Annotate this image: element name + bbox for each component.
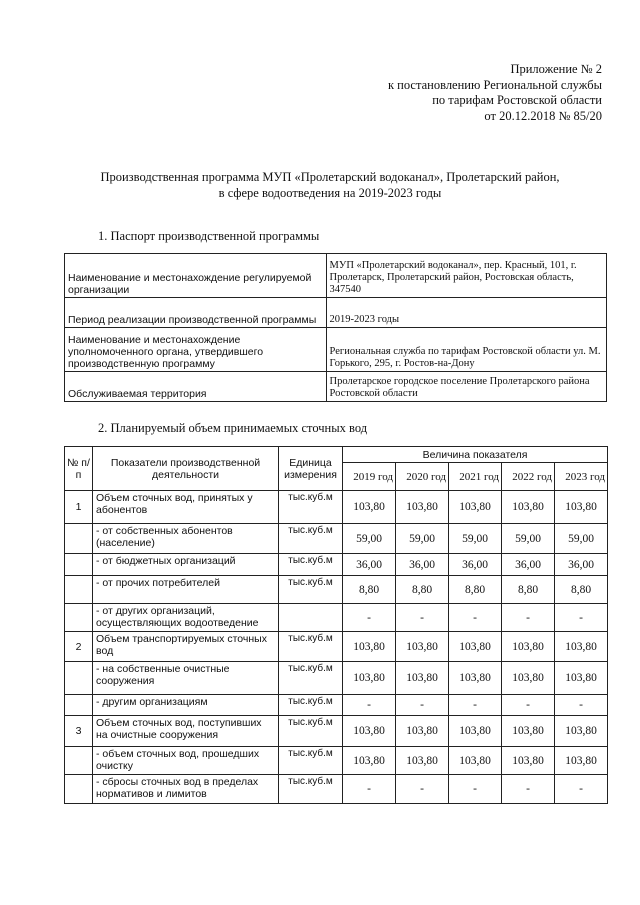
row-unit: тыс.куб.м xyxy=(279,491,343,524)
row-value: 103,80 xyxy=(502,632,555,662)
appendix-block xyxy=(388,62,602,124)
row-unit: тыс.куб.м xyxy=(279,775,343,804)
row-value: 103,80 xyxy=(555,632,608,662)
row-value: 103,80 xyxy=(449,662,502,695)
row-value: - xyxy=(343,695,396,716)
appendix-line-1: Приложение № 2 xyxy=(510,62,602,76)
header-indicator: Показатели производственной деятельности xyxy=(93,447,279,491)
row-value: - xyxy=(449,604,502,632)
row-value: 59,00 xyxy=(555,524,608,554)
table-row xyxy=(65,716,608,747)
row-value: 103,80 xyxy=(555,491,608,524)
row-value: - xyxy=(555,604,608,632)
row-value: 59,00 xyxy=(396,524,449,554)
row-value: 103,80 xyxy=(343,491,396,524)
appendix-line-3: по тарифам Ростовской области xyxy=(432,93,602,107)
row-value: 103,80 xyxy=(343,747,396,775)
row-value: 8,80 xyxy=(555,576,608,604)
row-indicator: - от собственных абонентов (население) xyxy=(93,524,279,554)
row-value: 59,00 xyxy=(449,524,502,554)
section-2-heading: 2. Планируемый объем принимаемых сточных вод xyxy=(98,421,368,435)
row-value: 103,80 xyxy=(555,747,608,775)
passport-value: Пролетарское городское поселение Пролетарского района Ростовской области xyxy=(326,372,606,402)
row-value: 8,80 xyxy=(502,576,555,604)
row-unit: тыс.куб.м xyxy=(279,632,343,662)
header-year: 2022 год xyxy=(502,463,555,491)
row-value: 103,80 xyxy=(555,716,608,747)
table-row xyxy=(65,524,608,554)
row-value: 36,00 xyxy=(449,554,502,576)
row-indicator: - от прочих потребителей xyxy=(93,576,279,604)
row-number xyxy=(65,554,93,576)
row-value: 36,00 xyxy=(555,554,608,576)
row-value: - xyxy=(396,604,449,632)
row-value: 103,80 xyxy=(449,716,502,747)
row-value: 103,80 xyxy=(343,662,396,695)
row-value: 8,80 xyxy=(449,576,502,604)
table-row xyxy=(65,632,608,662)
row-value: - xyxy=(502,695,555,716)
row-unit: тыс.куб.м xyxy=(279,695,343,716)
row-number: 3 xyxy=(65,716,93,747)
row-value: 36,00 xyxy=(502,554,555,576)
row-value: 103,80 xyxy=(502,491,555,524)
row-indicator: - объем сточных вод, прошедших очистку xyxy=(93,747,279,775)
row-number xyxy=(65,747,93,775)
row-indicator: Объем сточных вод, поступивших на очистные сооружения xyxy=(93,716,279,747)
row-value: 103,80 xyxy=(449,491,502,524)
row-unit: тыс.куб.м xyxy=(279,554,343,576)
row-unit: тыс.куб.м xyxy=(279,662,343,695)
passport-row xyxy=(65,298,607,328)
passport-value: Региональная служба по тарифам Ростовской области ул. М. Горького, 295, г. Ростов-на-Дону xyxy=(326,328,606,372)
row-value: 103,80 xyxy=(449,632,502,662)
row-value: 8,80 xyxy=(343,576,396,604)
row-indicator: - другим организациям xyxy=(93,695,279,716)
row-value: 103,80 xyxy=(343,632,396,662)
passport-table xyxy=(64,253,607,402)
row-number xyxy=(65,695,93,716)
row-value: 103,80 xyxy=(396,747,449,775)
table-row xyxy=(65,491,608,524)
table-row xyxy=(65,576,608,604)
row-value: 103,80 xyxy=(555,662,608,695)
row-number xyxy=(65,524,93,554)
header-unit: Единица измерения xyxy=(279,447,343,491)
table-row xyxy=(65,662,608,695)
header-year: 2023 год xyxy=(555,463,608,491)
header-year: 2019 год xyxy=(343,463,396,491)
row-value: 103,80 xyxy=(502,747,555,775)
table-row xyxy=(65,554,608,576)
row-unit xyxy=(279,604,343,632)
row-value: - xyxy=(396,695,449,716)
row-number xyxy=(65,662,93,695)
row-number: 1 xyxy=(65,491,93,524)
passport-label: Наименование и местонахождение уполномоченного органа, утвердившего производственную программу xyxy=(65,328,327,372)
row-value: - xyxy=(449,775,502,804)
header-year: 2020 год xyxy=(396,463,449,491)
row-indicator: - от других организаций, осуществляющих водоотведение xyxy=(93,604,279,632)
appendix-line-4: от 20.12.2018 № 85/20 xyxy=(484,108,602,123)
row-number xyxy=(65,604,93,632)
passport-label: Наименование и местонахождение регулируемой организации xyxy=(65,254,327,298)
row-value: 103,80 xyxy=(502,716,555,747)
row-value: 103,80 xyxy=(396,662,449,695)
row-indicator: - от бюджетных организаций xyxy=(93,554,279,576)
document-title xyxy=(60,170,600,201)
row-indicator: Объем транспортируемых сточных вод xyxy=(93,632,279,662)
table-row xyxy=(65,604,608,632)
row-unit: тыс.куб.м xyxy=(279,576,343,604)
row-value: - xyxy=(343,604,396,632)
row-value: 103,80 xyxy=(396,491,449,524)
title-line-2: в сфере водоотведения на 2019-2023 годы xyxy=(218,185,442,200)
passport-row xyxy=(65,254,607,298)
passport-row xyxy=(65,372,607,402)
header-year: 2021 год xyxy=(449,463,502,491)
row-value: 103,80 xyxy=(343,716,396,747)
header-row xyxy=(65,447,608,463)
passport-value: МУП «Пролетарский водоканал», пер. Красный, 101, г. Пролетарск, Пролетарский район, Ростовская область, 347540 xyxy=(326,254,606,298)
row-indicator: - на собственные очистные сооружения xyxy=(93,662,279,695)
table-row xyxy=(65,747,608,775)
row-value: 103,80 xyxy=(396,632,449,662)
passport-label: Обслуживаемая территория xyxy=(65,372,327,402)
title-line-1: Производственная программа МУП «Пролетарский водоканал», Пролетарский район, xyxy=(100,170,560,184)
appendix-line-2: к постановлению Региональной службы xyxy=(387,77,602,92)
row-value: 59,00 xyxy=(343,524,396,554)
row-number: 2 xyxy=(65,632,93,662)
row-unit: тыс.куб.м xyxy=(279,747,343,775)
row-indicator: Объем сточных вод, принятых у абонентов xyxy=(93,491,279,524)
table-row xyxy=(65,695,608,716)
table-row xyxy=(65,775,608,804)
row-value: - xyxy=(343,775,396,804)
section-1-heading: 1. Паспорт производственной программы xyxy=(98,229,320,243)
row-value: 103,80 xyxy=(502,662,555,695)
row-value: - xyxy=(502,775,555,804)
volume-body xyxy=(65,491,608,804)
row-value: 36,00 xyxy=(343,554,396,576)
row-value: - xyxy=(449,695,502,716)
passport-label: Период реализации производственной программы xyxy=(65,298,327,328)
row-indicator: - сбросы сточных вод в пределах нормативов и лимитов xyxy=(93,775,279,804)
row-value: - xyxy=(396,775,449,804)
row-unit: тыс.куб.м xyxy=(279,716,343,747)
row-value: 36,00 xyxy=(396,554,449,576)
volume-table xyxy=(64,446,608,804)
header-num: № п/п xyxy=(65,447,93,491)
header-value: Величина показателя xyxy=(343,447,608,463)
row-value: 103,80 xyxy=(396,716,449,747)
row-number xyxy=(65,775,93,804)
passport-row xyxy=(65,328,607,372)
row-value: 8,80 xyxy=(396,576,449,604)
row-value: - xyxy=(555,775,608,804)
row-value: 59,00 xyxy=(502,524,555,554)
row-unit: тыс.куб.м xyxy=(279,524,343,554)
row-value: - xyxy=(502,604,555,632)
row-value: - xyxy=(555,695,608,716)
passport-value: 2019-2023 годы xyxy=(326,298,606,328)
row-number xyxy=(65,576,93,604)
row-value: 103,80 xyxy=(449,747,502,775)
